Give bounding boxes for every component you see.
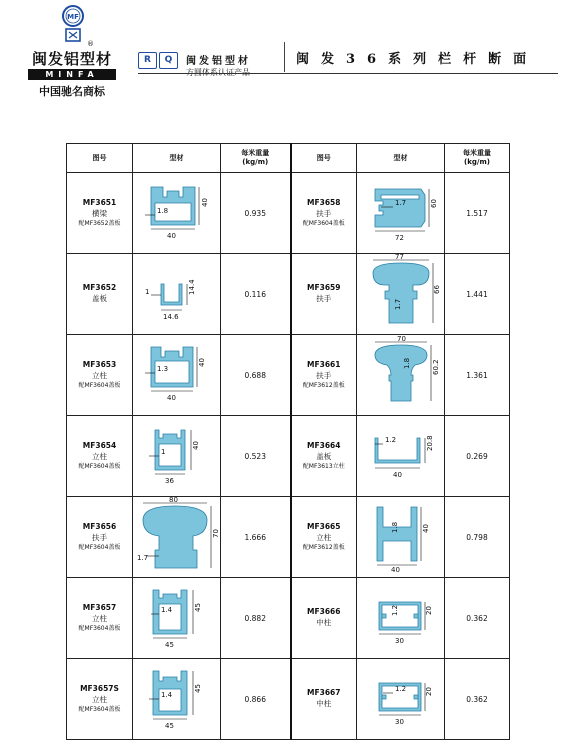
svg-text:14.4: 14.4 (187, 279, 196, 295)
svg-text:1.8: 1.8 (402, 357, 411, 369)
code-cell: MF3657S 立柱 配MF3604盖板 (67, 659, 133, 740)
svg-text:45: 45 (193, 684, 202, 693)
svg-text:1.2: 1.2 (390, 604, 399, 616)
profile-drawing-mf3651 (133, 173, 221, 254)
col-code-header: 图号 (67, 144, 133, 173)
weight-cell: 0.798 (445, 497, 510, 578)
table-row (67, 578, 510, 659)
code-cell: MF3666 中柱 (291, 578, 357, 659)
profile-drawing-mf3661 (357, 335, 445, 416)
emblem-text: MF (67, 13, 79, 21)
svg-text:1.3: 1.3 (156, 365, 168, 373)
svg-text:40: 40 (166, 394, 176, 402)
code-cell: MF3664 盖板 配MF3613立柱 (291, 416, 357, 497)
svg-text:60.2: 60.2 (431, 359, 440, 375)
profile-drawing-mf3657 (133, 578, 221, 659)
svg-text:60: 60 (429, 199, 438, 208)
profile-drawing-mf3665 (357, 497, 445, 578)
svg-text:1.2: 1.2 (384, 436, 396, 444)
svg-text:77: 77 (394, 253, 404, 261)
table-row (67, 416, 510, 497)
svg-text:1.7: 1.7 (394, 199, 406, 207)
svg-text:30: 30 (394, 718, 404, 726)
profile-drawing-mf3667 (357, 659, 445, 740)
minfa-emblem-icon (61, 4, 85, 44)
col-profile-header-right: 型材 (357, 144, 445, 173)
svg-text:45: 45 (164, 722, 174, 730)
weight-cell: 0.866 (221, 659, 291, 740)
weight-cell: 0.523 (221, 416, 291, 497)
table-row (67, 659, 510, 740)
svg-text:80: 80 (168, 496, 178, 504)
weight-cell: 1.441 (445, 254, 510, 335)
col-weight-header-right: 每米重量 (kg/m) (445, 144, 510, 173)
registered-mark: ® (87, 40, 94, 48)
profile-drawing-mf3658 (357, 173, 445, 254)
weight-cell: 0.935 (221, 173, 291, 254)
svg-text:72: 72 (394, 234, 404, 242)
code-cell: MF3654 立柱 配MF3604盖板 (67, 416, 133, 497)
table-header-row (67, 144, 510, 173)
profile-drawing-mf3659 (357, 254, 445, 335)
header-rule (138, 73, 558, 74)
weight-cell: 0.688 (221, 335, 291, 416)
profile-drawing-mf3652 (133, 254, 221, 335)
svg-text:1: 1 (160, 448, 165, 456)
svg-text:1.7: 1.7 (136, 554, 148, 562)
certification-block (138, 52, 251, 71)
quality-cert-icon: Q (159, 52, 178, 69)
code-cell: MF3667 中柱 (291, 659, 357, 740)
table-row (67, 335, 510, 416)
svg-text:1.8: 1.8 (390, 521, 399, 533)
weight-cell: 0.116 (221, 254, 291, 335)
table-row (67, 254, 510, 335)
col-profile-header: 型材 (133, 144, 221, 173)
weight-cell: 1.361 (445, 335, 510, 416)
profile-drawing-mf3654 (133, 416, 221, 497)
svg-text:20.8: 20.8 (425, 435, 434, 451)
weight-cell: 1.666 (221, 497, 291, 578)
svg-text:40: 40 (390, 566, 400, 574)
profile-drawing-mf3653 (133, 335, 221, 416)
title-divider (284, 42, 285, 72)
svg-text:45: 45 (193, 603, 202, 612)
weight-cell: 0.269 (445, 416, 510, 497)
svg-text:66: 66 (432, 285, 441, 294)
svg-text:1.8: 1.8 (156, 207, 168, 215)
registered-cert-icon: R (138, 52, 157, 69)
svg-text:1.2: 1.2 (394, 685, 406, 693)
weight-cell: 0.362 (445, 659, 510, 740)
code-cell: MF3651 横梁 配MF3652盖板 (67, 173, 133, 254)
brand-logo (26, 0, 118, 100)
brand-name-cn: 闽发铝型材 (31, 50, 112, 68)
profile-spec-table (66, 143, 510, 740)
svg-text:70: 70 (211, 529, 220, 538)
code-cell: MF3665 立柱 配MF3612盖板 (291, 497, 357, 578)
code-cell: MF3657 立柱 配MF3604盖板 (67, 578, 133, 659)
svg-text:1.4: 1.4 (160, 691, 172, 699)
svg-text:40: 40 (421, 524, 430, 533)
brand-name-en: MINFA (28, 69, 116, 80)
profile-drawing-mf3656 (133, 497, 221, 578)
svg-text:40: 40 (197, 358, 206, 367)
svg-text:20: 20 (424, 687, 433, 696)
svg-text:36: 36 (164, 477, 174, 485)
col-code-header-right: 图号 (291, 144, 357, 173)
svg-text:1.4: 1.4 (160, 606, 172, 614)
code-cell: MF3656 扶手 配MF3604盖板 (67, 497, 133, 578)
svg-text:30: 30 (394, 637, 404, 645)
svg-text:1.7: 1.7 (393, 298, 402, 310)
code-cell: MF3661 扶手 配MF3612盖板 (291, 335, 357, 416)
profile-drawing-mf3657s (133, 659, 221, 740)
profile-drawing-mf3664 (357, 416, 445, 497)
code-cell: MF3653 立柱 配MF3604盖板 (67, 335, 133, 416)
svg-text:1: 1 (144, 288, 149, 296)
code-cell: MF3659 扶手 (291, 254, 357, 335)
svg-text:40: 40 (166, 232, 176, 240)
svg-text:70: 70 (396, 335, 406, 343)
table-row (67, 497, 510, 578)
svg-text:40: 40 (200, 198, 209, 207)
weight-cell: 0.362 (445, 578, 510, 659)
svg-text:14.6: 14.6 (162, 313, 179, 321)
col-weight-header: 每米重量 (kg/m) (221, 144, 291, 173)
brand-tagline: 中国驰名商标 (39, 85, 105, 98)
weight-cell: 0.882 (221, 578, 291, 659)
code-cell: MF3652 盖板 (67, 254, 133, 335)
profile-drawing-mf3666 (357, 578, 445, 659)
table-row (67, 173, 510, 254)
page-title: 闽发36系列栏杆断面 (296, 52, 539, 67)
svg-text:20: 20 (424, 606, 433, 615)
svg-text:40: 40 (191, 441, 200, 450)
weight-cell: 1.517 (445, 173, 510, 254)
code-cell: MF3658 扶手 配MF3604盖板 (291, 173, 357, 254)
svg-text:45: 45 (164, 641, 174, 649)
svg-text:40: 40 (392, 471, 402, 479)
cert-brand: 闽发铝型材 (186, 56, 251, 67)
